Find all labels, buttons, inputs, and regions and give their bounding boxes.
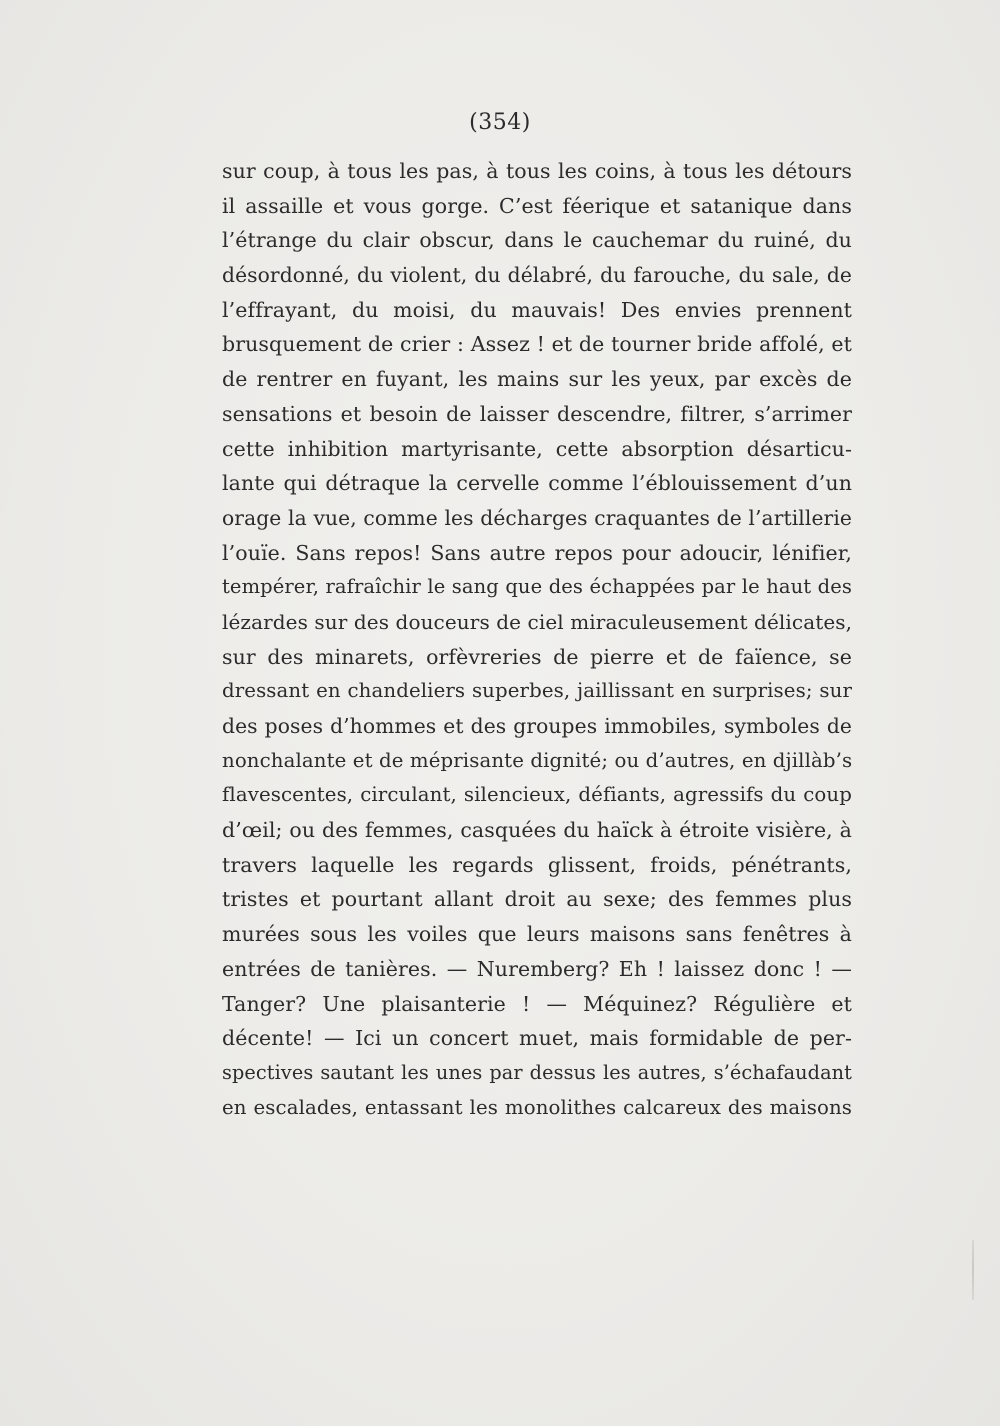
text-line: sur coup, à tous les pas, à tous les coins, à tous les détours [222,159,852,183]
text-line: tristes et pourtant allant droit au sexe; des femmes plus [222,887,852,912]
text-line: sensations et besoin de laisser descendre, filtrer, s’arrimer [222,401,852,426]
text-line: lézardes sur des douceurs de ciel miraculeusement délicates, [222,609,853,634]
page-edge-mark [972,1240,974,1300]
text-line: brusquement de crier : Assez ! et de tourner bride affolé, et [222,332,852,357]
text-line: cette inhibition martyrisante, cette absorption désarticu- [222,436,852,461]
text-line: d’œil; ou des femmes, casquées du haïck à étroite visière, à [222,818,852,843]
text-line: nonchalante et de méprisante dignité; ou d’autres, en djillàb’s [222,748,853,772]
body-text [222,154,852,1125]
text-line: l’étrange du clair obscur, dans le cauchemar du ruiné, du [222,228,852,253]
text-line: il assaille et vous gorge. C’est féerique et satanique dans [222,193,852,218]
text-line: entrées de tanières. — Nuremberg? Eh ! laissez donc ! — [222,956,852,981]
page-number: (354) [469,110,531,135]
text-line: désordonné, du violent, du délabré, du farouche, du sale, de [222,263,852,288]
text-line: l’ouïe. Sans repos! Sans autre repos pour adoucir, lénifier, [222,540,852,565]
text-line: l’effrayant, du moisi, du mauvais! Des envies prennent [222,297,852,322]
text-line: orage la vue, comme les décharges craquantes de l’artillerie [222,505,852,530]
text-line: tempérer, rafraîchir le sang que des échappées par le haut des [222,575,852,599]
text-line: flavescentes, circulant, silencieux, défiants, agressifs du coup [222,783,852,807]
text-line: travers laquelle les regards glissent, froids, pénétrants, [222,852,852,877]
text-line: décente! — Ici un concert muet, mais formidable de per- [222,1026,852,1051]
text-line: sur des minarets, orfèvreries de pierre et de faïence, se [222,644,852,669]
text-line: de rentrer en fuyant, les mains sur les yeux, par excès de [222,367,852,392]
text-line: murées sous les voiles que leurs maisons sans fenêtres à [222,922,852,947]
text-line: des poses d’hommes et des groupes immobiles, symboles de [222,714,852,738]
text-line: lante qui détraque la cervelle comme l’éblouissement d’un [222,471,852,496]
text-line: Tanger? Une plaisanterie ! — Méquinez? Régulière et [222,991,852,1016]
text-line: spectives sautant les unes par dessus les autres, s’échafaudant [222,1060,852,1084]
text-line: en escalades, entassant les monolithes calcareux des maisons [222,1095,852,1119]
text-line: dressant en chandeliers superbes, jaillissant en surprises; sur [222,679,852,703]
